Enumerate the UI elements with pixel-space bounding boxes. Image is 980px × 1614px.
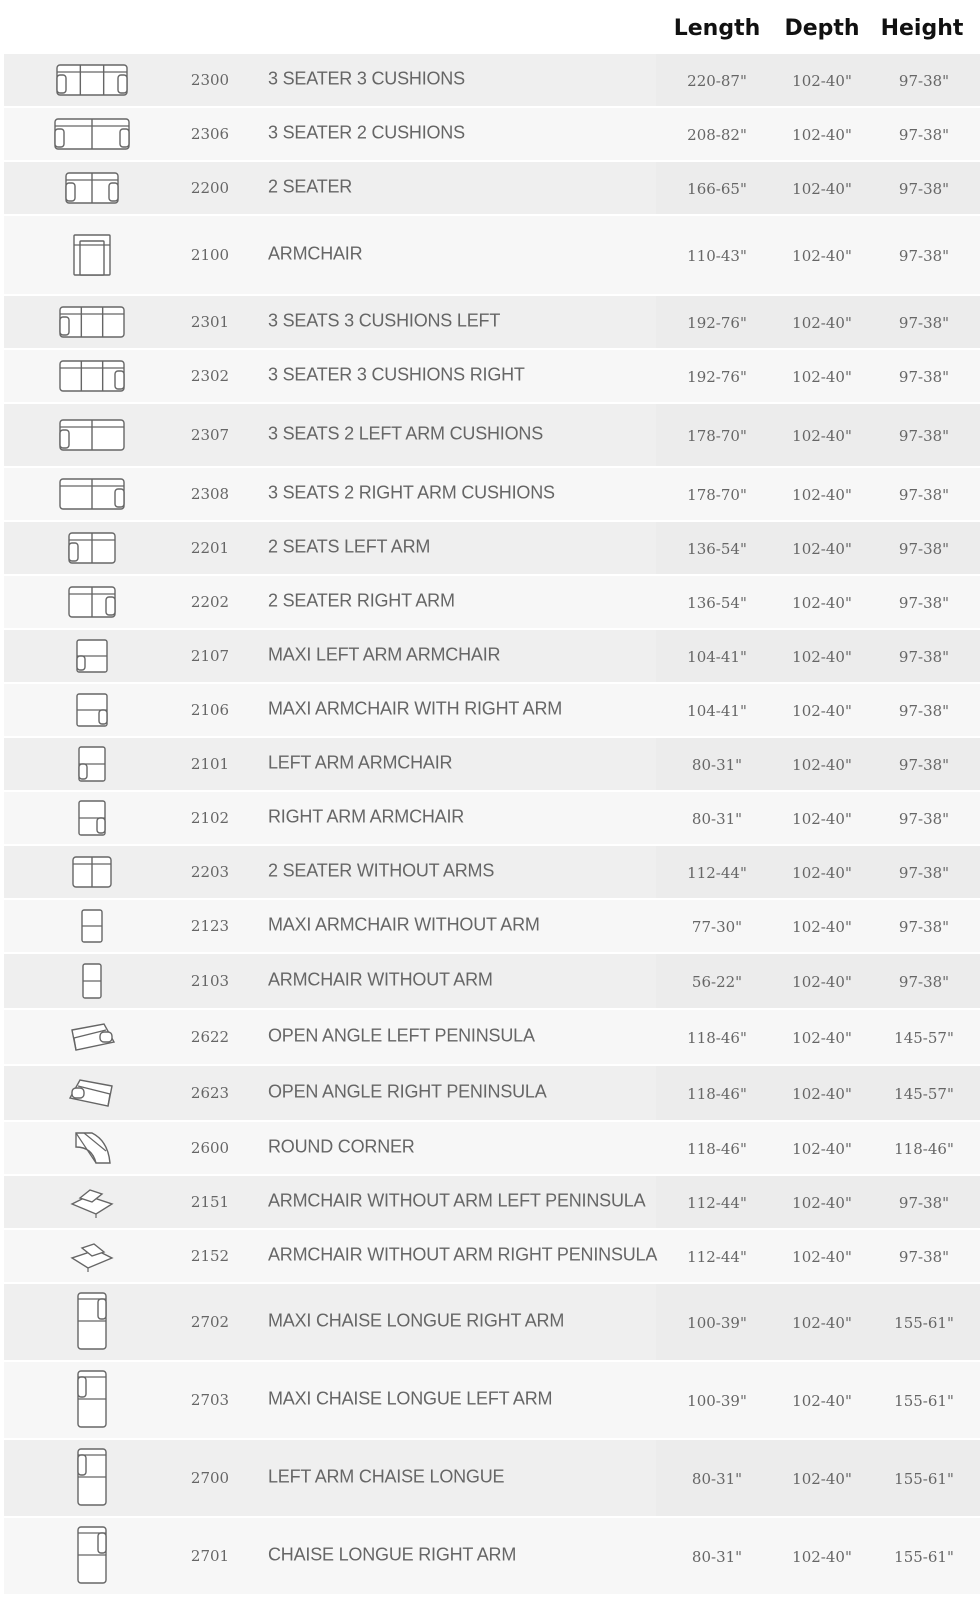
product-code: 2107 [190,647,230,665]
product-description: ARMCHAIR [268,243,363,264]
table-row [0,53,980,107]
length-value: 112-44" [687,1247,747,1266]
product-description: 3 SEATS 3 CUSHIONS LEFT [268,310,501,331]
product-code: 2622 [190,1028,230,1046]
product-code: 2152 [190,1247,230,1265]
table-row [0,683,980,737]
product-code: 2203 [190,863,230,881]
product-code: 2600 [190,1139,230,1157]
height-value: 97-38" [898,1247,950,1266]
product-code: 2102 [190,809,230,827]
table-row [0,737,980,791]
product-description: RIGHT ARM ARMCHAIR [268,806,465,827]
product-description: LEFT ARM ARMCHAIR [268,752,453,773]
length-value: 77-30" [691,917,743,936]
three-seat-two-cushion-sofa-icon [52,115,132,153]
chaise-longue-left-arm-icon [52,1447,132,1509]
depth-value: 102-40" [792,1028,852,1047]
product-code: 2703 [190,1391,230,1409]
product-description: ARMCHAIR WITHOUT ARM RIGHT PENINSULA [268,1244,658,1265]
three-seat-sofa-icon [52,61,132,99]
length-value: 112-44" [687,863,747,882]
product-description: MAXI ARMCHAIR WITHOUT ARM [268,914,540,935]
right-arm-armchair-icon [52,799,132,837]
depth-value: 102-40" [792,1084,852,1103]
product-description: MAXI LEFT ARM ARMCHAIR [268,644,501,665]
maxi-left-arm-armchair-icon [52,638,132,674]
product-code: 2101 [190,755,230,773]
product-code: 2700 [190,1469,230,1487]
depth-value: 102-40" [792,246,852,265]
three-seat-left-arm-icon [52,303,132,341]
depth-value: 102-40" [792,1547,852,1566]
two-seat-right-arm-icon [52,583,132,621]
product-code: 2123 [190,917,230,935]
length-value: 136-54" [687,593,747,612]
table-row [0,161,980,215]
product-description: OPEN ANGLE LEFT PENINSULA [268,1025,535,1046]
depth-value: 102-40" [792,485,852,504]
table-row [0,1361,980,1439]
depth-value: 102-40" [792,313,852,332]
left-arm-armchair-icon [52,745,132,783]
length-value: 220-87" [687,71,747,90]
column-header-height: Height [880,16,964,41]
table-row [0,845,980,899]
table-row [0,1121,980,1175]
two-seat-left-arm-icon [52,529,132,567]
depth-value: 102-40" [792,647,852,666]
product-code: 2151 [190,1193,230,1211]
product-code: 2201 [190,539,230,557]
table-row [0,629,980,683]
height-value: 97-38" [898,246,950,265]
height-value: 97-38" [898,917,950,936]
product-code: 2301 [190,313,230,331]
product-description: LEFT ARM CHAISE LONGUE [268,1466,505,1487]
height-value: 155-61" [894,1391,954,1410]
height-value: 97-38" [898,485,950,504]
product-code: 2306 [190,125,230,143]
height-value: 97-38" [898,125,950,144]
product-description: 2 SEATER RIGHT ARM [268,590,455,611]
table-row [0,1517,980,1595]
product-description: ARMCHAIR WITHOUT ARM LEFT PENINSULA [268,1190,646,1211]
depth-value: 102-40" [792,539,852,558]
length-value: 104-41" [687,647,747,666]
depth-value: 102-40" [792,1391,852,1410]
length-value: 104-41" [687,701,747,720]
table-row [0,521,980,575]
maxi-right-arm-armchair-icon [52,692,132,728]
three-seat-two-cushion-left-arm-icon [52,416,132,454]
length-value: 178-70" [687,426,747,445]
length-value: 100-39" [687,1391,747,1410]
height-value: 97-38" [898,863,950,882]
armless-left-peninsula-icon [52,1184,132,1220]
height-value: 97-38" [898,179,950,198]
product-description: MAXI CHAISE LONGUE RIGHT ARM [268,1310,565,1331]
product-code: 2702 [190,1313,230,1331]
height-value: 97-38" [898,71,950,90]
length-value: 100-39" [687,1313,747,1332]
three-seat-two-cushion-right-arm-icon [52,475,132,513]
product-description: ROUND CORNER [268,1136,415,1157]
armless-right-peninsula-icon [52,1238,132,1274]
table-row [0,107,980,161]
product-code: 2106 [190,701,230,719]
depth-value: 102-40" [792,1193,852,1212]
product-description: 3 SEATER 3 CUSHIONS RIGHT [268,364,525,385]
height-value: 97-38" [898,972,950,991]
product-dimensions-table [0,53,980,1595]
maxi-armless-armchair-icon [52,908,132,944]
table-row [0,575,980,629]
height-value: 145-57" [894,1084,954,1103]
height-value: 155-61" [894,1547,954,1566]
product-code: 2202 [190,593,230,611]
length-value: 208-82" [687,125,747,144]
length-value: 80-31" [691,1469,743,1488]
depth-value: 102-40" [792,125,852,144]
chaise-longue-right-arm-icon [52,1525,132,1587]
table-row [0,1439,980,1517]
height-value: 97-38" [898,426,950,445]
three-seat-right-arm-icon [52,357,132,395]
height-value: 118-46" [894,1139,954,1158]
product-code: 2302 [190,367,230,385]
product-description: 3 SEATER 3 CUSHIONS [268,68,465,89]
two-seat-sofa-icon [52,169,132,207]
table-row [0,1175,980,1229]
height-value: 97-38" [898,313,950,332]
height-value: 97-38" [898,809,950,828]
depth-value: 102-40" [792,1247,852,1266]
table-row [0,1283,980,1361]
product-description: 2 SEATS LEFT ARM [268,536,431,557]
depth-value: 102-40" [792,972,852,991]
product-code: 2300 [190,71,230,89]
table-row [0,215,980,295]
product-code: 2308 [190,485,230,503]
depth-value: 102-40" [792,593,852,612]
depth-value: 102-40" [792,917,852,936]
armless-armchair-icon [52,962,132,1000]
product-description: CHAISE LONGUE RIGHT ARM [268,1544,517,1565]
table-row [0,349,980,403]
depth-value: 102-40" [792,809,852,828]
open-angle-right-peninsula-icon [52,1076,132,1110]
product-description: MAXI CHAISE LONGUE LEFT ARM [268,1388,553,1409]
round-corner-icon [52,1129,132,1167]
depth-value: 102-40" [792,1469,852,1488]
product-code: 2623 [190,1084,230,1102]
table-row [0,467,980,521]
depth-value: 102-40" [792,701,852,720]
length-value: 112-44" [687,1193,747,1212]
column-header-depth: Depth [784,16,860,41]
product-description: 3 SEATS 2 RIGHT ARM CUSHIONS [268,482,555,503]
product-code: 2100 [190,246,230,264]
height-value: 155-61" [894,1313,954,1332]
height-value: 97-38" [898,701,950,720]
length-value: 136-54" [687,539,747,558]
height-value: 97-38" [898,593,950,612]
height-value: 97-38" [898,367,950,386]
height-value: 145-57" [894,1028,954,1047]
depth-value: 102-40" [792,1313,852,1332]
product-code: 2307 [190,426,230,444]
depth-value: 102-40" [792,367,852,386]
two-seat-armless-icon [52,853,132,891]
table-row [0,1229,980,1283]
length-value: 178-70" [687,485,747,504]
column-header-length: Length [673,16,761,41]
product-code: 2103 [190,972,230,990]
product-description: 2 SEATER [268,176,353,197]
length-value: 80-31" [691,809,743,828]
length-value: 192-76" [687,367,747,386]
table-row [0,295,980,349]
table-header [0,0,980,56]
product-code: 2701 [190,1547,230,1565]
product-description: 2 SEATER WITHOUT ARMS [268,860,495,881]
length-value: 118-46" [687,1139,747,1158]
table-row [0,953,980,1009]
armchair-icon [52,231,132,279]
height-value: 97-38" [898,755,950,774]
height-value: 97-38" [898,647,950,666]
open-angle-left-peninsula-icon [52,1020,132,1054]
depth-value: 102-40" [792,755,852,774]
length-value: 80-31" [691,755,743,774]
product-description: 3 SEATS 2 LEFT ARM CUSHIONS [268,423,544,444]
length-value: 118-46" [687,1084,747,1103]
product-description: OPEN ANGLE RIGHT PENINSULA [268,1081,547,1102]
length-value: 56-22" [691,972,743,991]
product-description: 3 SEATER 2 CUSHIONS [268,122,465,143]
depth-value: 102-40" [792,71,852,90]
height-value: 155-61" [894,1469,954,1488]
product-description: ARMCHAIR WITHOUT ARM [268,969,493,990]
length-value: 192-76" [687,313,747,332]
height-value: 97-38" [898,1193,950,1212]
product-code: 2200 [190,179,230,197]
table-row [0,1065,980,1121]
depth-value: 102-40" [792,426,852,445]
length-value: 166-65" [687,179,747,198]
length-value: 118-46" [687,1028,747,1047]
table-row [0,403,980,467]
table-row [0,791,980,845]
depth-value: 102-40" [792,863,852,882]
height-value: 97-38" [898,539,950,558]
maxi-chaise-longue-right-arm-icon [52,1291,132,1353]
table-row [0,899,980,953]
product-description: MAXI ARMCHAIR WITH RIGHT ARM [268,698,563,719]
table-row [0,1009,980,1065]
maxi-chaise-longue-left-arm-icon [52,1369,132,1431]
depth-value: 102-40" [792,179,852,198]
length-value: 80-31" [691,1547,743,1566]
length-value: 110-43" [687,246,747,265]
depth-value: 102-40" [792,1139,852,1158]
